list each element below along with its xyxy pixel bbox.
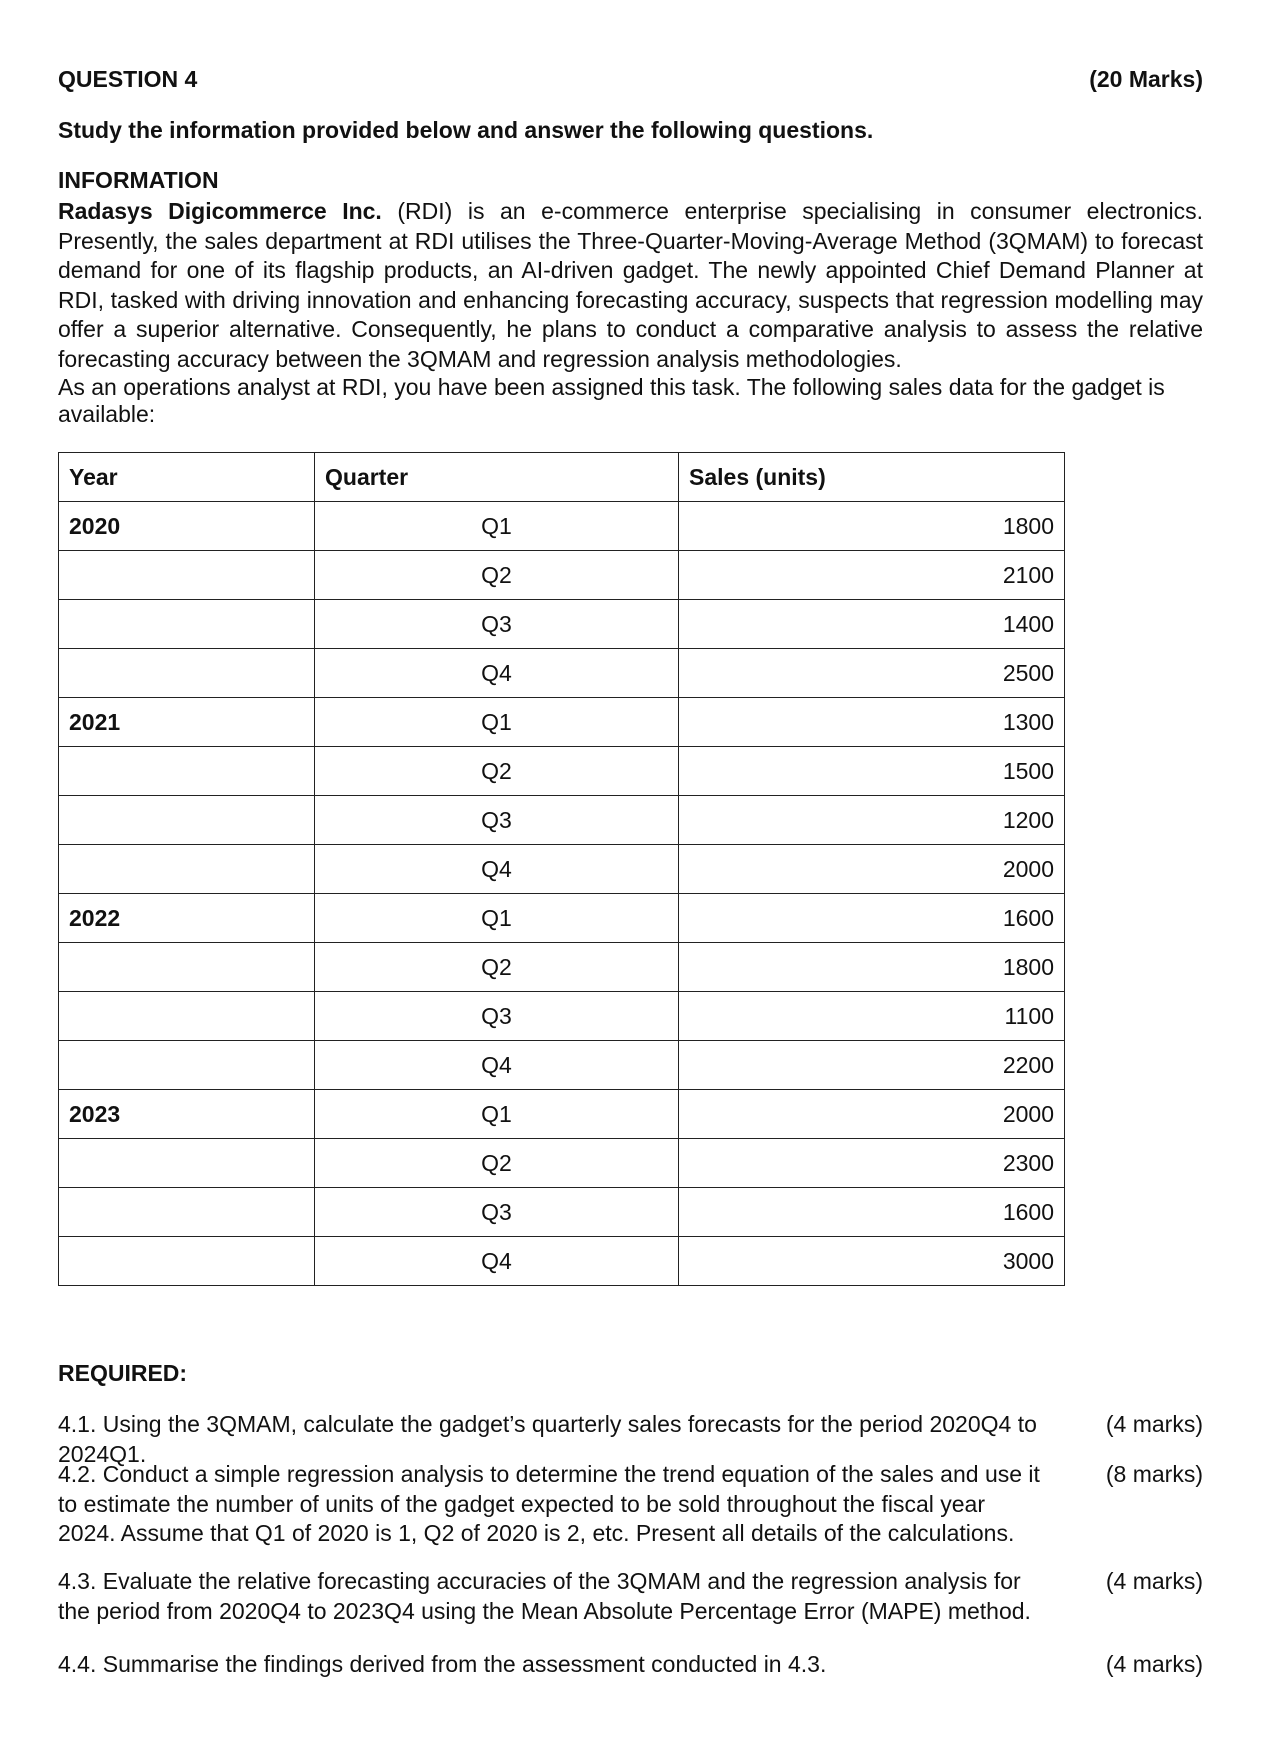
quarter-cell: Q2 [315,747,679,796]
quarter-cell: Q1 [315,698,679,747]
table-row [59,992,1065,1041]
table-row [59,894,1065,943]
company-name: Radasys Digicommerce Inc. [58,198,382,224]
year-cell: 2023 [59,1090,315,1139]
year-cell [59,845,315,894]
year-cell: 2020 [59,502,315,551]
table-row [59,1139,1065,1188]
quarter-cell: Q2 [315,551,679,600]
question-marks: (20 Marks) [1089,66,1203,92]
year-cell [59,600,315,649]
quarter-cell: Q3 [315,992,679,1041]
task-line: As an operations analyst at RDI, you have been assigned this task. The following sales data for the gadget is available: [58,374,1165,427]
quarter-cell: Q3 [315,1188,679,1237]
year-cell [59,796,315,845]
table-row [59,600,1065,649]
table-row [59,1090,1065,1139]
sales-cell: 2300 [679,1139,1065,1188]
quarter-cell: Q3 [315,600,679,649]
information-heading: INFORMATION [58,167,219,193]
quarter-cell: Q4 [315,649,679,698]
sales-cell: 1300 [679,698,1065,747]
instruction-text: Study the information provided below and answer the following questions. [58,117,874,143]
table-row [59,649,1065,698]
requirement-text: 4.2. Conduct a simple regression analysis to determine the trend equation of the sales and use it to estimate the number of units of the gadget expected to be sold throughout the fiscal year 2024. Assume that Q1 of 2020 is 1, Q2 of 2020 is 2, etc. Present all details of the calculations. [58,1461,1040,1546]
question-title: QUESTION 4 [58,66,198,92]
quarter-cell: Q1 [315,894,679,943]
question-header [58,66,1203,96]
sales-cell: 2100 [679,551,1065,600]
sales-cell: 3000 [679,1237,1065,1286]
quarter-cell: Q3 [315,796,679,845]
sales-cell: 1600 [679,1188,1065,1237]
year-cell [59,747,315,796]
information-paragraph [58,197,1203,375]
requirement-marks: (4 marks) [1105,1651,1203,1677]
requirement-marks: (4 marks) [1105,1411,1203,1437]
requirement-item [58,1567,1203,1626]
year-cell [59,943,315,992]
requirement-marks: (4 marks) [1105,1568,1203,1594]
requirement-item [58,1650,1203,1680]
table-row [59,698,1065,747]
table-row [59,747,1065,796]
quarter-cell: Q1 [315,1090,679,1139]
sales-cell: 2000 [679,1090,1065,1139]
sales-table [58,452,1065,1286]
header-sales: Sales (units) [679,453,1065,502]
table-row [59,796,1065,845]
quarter-cell: Q1 [315,502,679,551]
table-row [59,551,1065,600]
sales-cell: 1100 [679,992,1065,1041]
table-row [59,943,1065,992]
information-text: (RDI) is an e-commerce enterprise specialising in consumer electronics. Presently, the sales department at RDI utilises the Three-Quarter-Moving-Average Method (3QMAM) to forecast demand for one of its flagship products, an AI-driven gadget. The newly appointed Chief Demand Planner at RDI, tasked with driving innovation and enhancing forecasting accuracy, suspects that regression modelling may offer a superior alternative. Consequently, he plans to conduct a comparative analysis to assess the relative forecasting accuracy between the 3QMAM and regression analysis methodologies. [58,198,1203,372]
year-cell [59,649,315,698]
table-row [59,1237,1065,1286]
requirement-text: 4.4. Summarise the findings derived from the assessment conducted in 4.3. [58,1651,827,1677]
quarter-cell: Q4 [315,845,679,894]
requirement-text: 4.3. Evaluate the relative forecasting accuracies of the 3QMAM and the regression analysis for the period from 2020Q4 to 2023Q4 using the Mean Absolute Percentage Error (MAPE) method. [58,1568,1031,1624]
requirement-item [58,1460,1203,1549]
year-cell [59,1139,315,1188]
sales-cell: 1600 [679,894,1065,943]
quarter-cell: Q4 [315,1041,679,1090]
required-heading: REQUIRED: [58,1360,188,1386]
year-cell [59,1237,315,1286]
year-cell [59,1188,315,1237]
table-row [59,1041,1065,1090]
table-row [59,845,1065,894]
quarter-cell: Q2 [315,943,679,992]
year-cell: 2022 [59,894,315,943]
quarter-cell: Q2 [315,1139,679,1188]
requirement-marks: (8 marks) [1105,1461,1203,1487]
table-row [59,502,1065,551]
sales-cell: 1400 [679,600,1065,649]
requirement-text: 4.1. Using the 3QMAM, calculate the gadget’s quarterly sales forecasts for the period 2020Q4 to 2024Q1. [58,1411,1037,1467]
header-quarter: Quarter [315,453,679,502]
sales-cell: 2500 [679,649,1065,698]
year-cell [59,551,315,600]
header-year: Year [59,453,315,502]
sales-cell: 1800 [679,943,1065,992]
sales-cell: 1500 [679,747,1065,796]
sales-cell: 2000 [679,845,1065,894]
sales-cell: 2200 [679,1041,1065,1090]
quarter-cell: Q4 [315,1237,679,1286]
table-header-row [59,453,1065,502]
table-row [59,1188,1065,1237]
year-cell [59,992,315,1041]
year-cell: 2021 [59,698,315,747]
year-cell [59,1041,315,1090]
sales-cell: 1800 [679,502,1065,551]
sales-cell: 1200 [679,796,1065,845]
